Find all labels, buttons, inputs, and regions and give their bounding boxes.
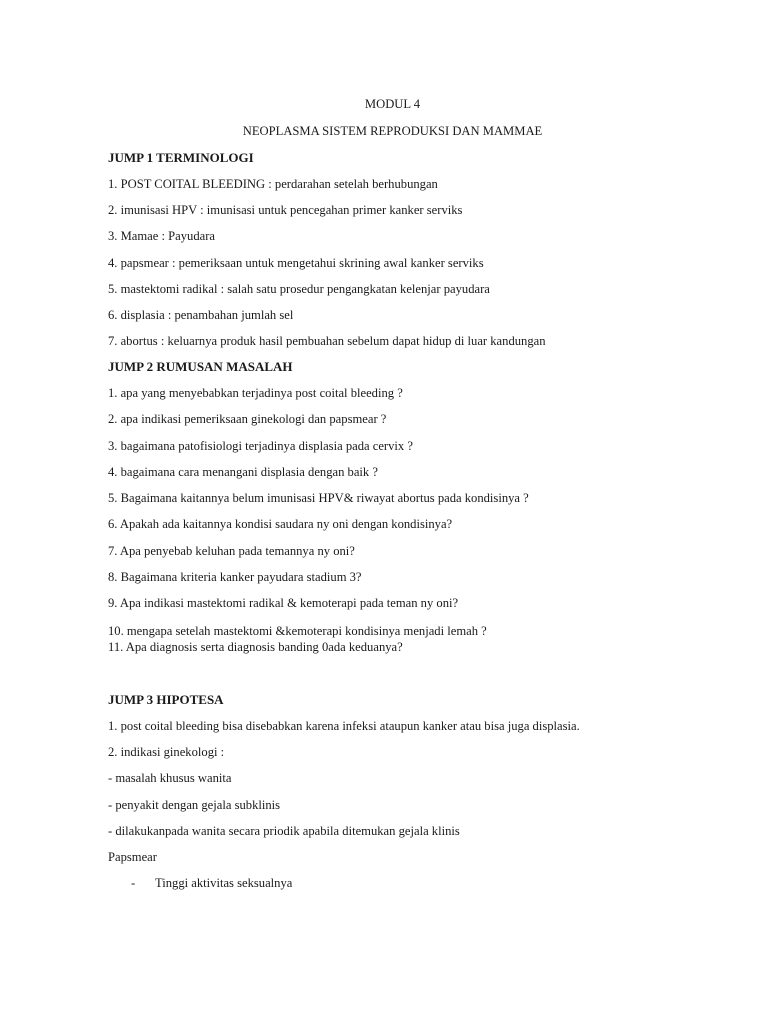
jump2-item: 3. bagaimana patofisiologi terjadinya displasia pada cervix ? xyxy=(108,439,413,453)
jump1-item: 5. mastektomi radikal : salah satu prosedur pengangkatan kelenjar payudara xyxy=(108,282,490,296)
jump2-heading: JUMP 2 RUMUSAN MASALAH xyxy=(108,359,293,374)
jump1-heading: JUMP 1 TERMINOLOGI xyxy=(108,150,254,165)
jump3-item: 2. indikasi ginekologi : xyxy=(108,745,225,759)
jump2-item: 1. apa yang menyebabkan terjadinya post coital bleeding ? xyxy=(108,386,403,400)
module-subtitle: NEOPLASMA SISTEM REPRODUKSI DAN MAMMAE xyxy=(242,124,543,138)
jump2-item: 11. Apa diagnosis serta diagnosis banding 0ada keduanya? xyxy=(108,640,403,654)
jump3-item: Papsmear xyxy=(108,850,157,864)
jump3-item: - penyakit dengan gejala subklinis xyxy=(108,798,281,812)
jump3-heading: JUMP 3 HIPOTESA xyxy=(108,692,224,707)
jump2-item: 9. Apa indikasi mastektomi radikal & kemoterapi pada teman ny oni? xyxy=(108,596,459,610)
jump1-item: 2. imunisasi HPV : imunisasi untuk pencegahan primer kanker serviks xyxy=(108,203,463,217)
jump2-item: 2. apa indikasi pemeriksaan ginekologi dan papsmear ? xyxy=(108,412,387,426)
jump3-item: - dilakukanpada wanita secara priodik apabila ditemukan gejala klinis xyxy=(108,824,460,838)
jump1-item: 4. papsmear : pemeriksaan untuk mengetahui skrining awal kanker serviks xyxy=(108,256,484,270)
jump2-item: 5. Bagaimana kaitannya belum imunisasi HPV& riwayat abortus pada kondisinya ? xyxy=(108,491,529,505)
module-title: MODUL 4 xyxy=(364,97,421,111)
jump2-item: 10. mengapa setelah mastektomi &kemoterapi kondisinya menjadi lemah ? xyxy=(108,624,487,638)
bullet-text: Tinggi aktivitas seksualnya xyxy=(155,876,293,890)
jump2-item: 7. Apa penyebab keluhan pada temannya ny oni? xyxy=(108,544,355,558)
jump2-item: 6. Apakah ada kaitannya kondisi saudara ny oni dengan kondisinya? xyxy=(108,517,453,531)
jump2-item: 4. bagaimana cara menangani displasia dengan baik ? xyxy=(108,465,378,479)
jump2-item: 8. Bagaimana kriteria kanker payudara stadium 3? xyxy=(108,570,362,584)
jump1-item: 7. abortus : keluarnya produk hasil pembuahan sebelum dapat hidup di luar kandungan xyxy=(108,334,546,348)
bullet-dash: - xyxy=(131,876,136,890)
jump3-item: 1. post coital bleeding bisa disebabkan karena infeksi ataupun kanker atau bisa juga displasia. xyxy=(108,719,580,733)
jump1-item: 1. POST COITAL BLEEDING : perdarahan setelah berhubungan xyxy=(108,177,438,191)
jump1-item: 3. Mamae : Payudara xyxy=(108,229,216,243)
jump3-item: - masalah khusus wanita xyxy=(108,771,232,785)
jump1-item: 6. displasia : penambahan jumlah sel xyxy=(108,308,294,322)
